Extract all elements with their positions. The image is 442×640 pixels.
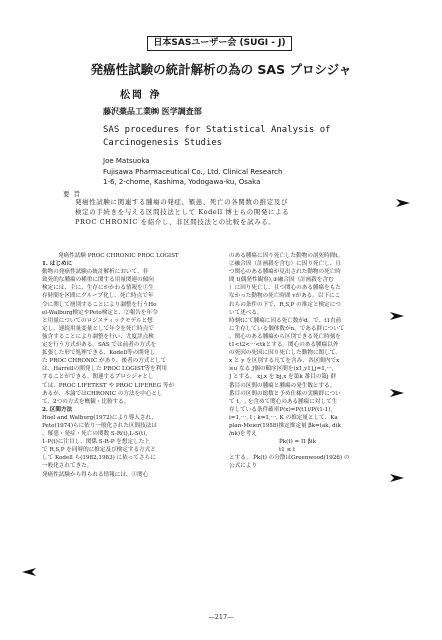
- left-column-line: 1. はじめに: [42, 261, 73, 268]
- affiliation-english-line-1: Fujisawa Pharmaceutical Co., Ltd. Clinical Research: [103, 168, 283, 176]
- left-column-line: 発癌性試験 PROC CHRONIC PROC LOGIST: [58, 253, 179, 259]
- right-column-line: 公式により: [229, 463, 257, 470]
- right-column-line: なかった動物の死亡時間 vがある。以下にこ: [229, 293, 341, 300]
- left-column-line: と用量についてのロジスティックモデルと想: [42, 317, 153, 324]
- right-text-column: [229, 252, 384, 471]
- right-column-line: 、関心のある腫瘍から区別できる死亡時刻を: [229, 333, 341, 340]
- left-column-line: ては、PROC LIFETEST や PROC LIFEREG 等が: [42, 382, 175, 389]
- left-column-line: 令に関して層別することにより調整を行うHo: [42, 301, 157, 308]
- right-column-line: に生存している個体数がn。である群について: [229, 325, 345, 332]
- left-column-line: 、罹患・発症・死亡の関数 S-R(t),L-S(t),: [42, 431, 148, 438]
- title-english: [103, 124, 383, 150]
- right-column-line: P̂k(t) = Π β̂ik: [279, 439, 317, 446]
- abstract-text: [75, 197, 385, 227]
- page-number: —217—: [208, 613, 234, 621]
- affiliation-english: [103, 167, 403, 187]
- left-column-line: することができる。関連するプロシジャとし: [42, 374, 154, 381]
- abstract-label: 要旨: [63, 190, 84, 198]
- left-column-line: 定し、連続用量変量として年令を死亡時点で: [42, 325, 154, 332]
- right-column-line: いて述べる。: [229, 309, 263, 316]
- left-column-line: 致死的な腫瘍の種重に関する用量関連の傾向: [42, 277, 154, 284]
- margin-arrow-icon: [390, 312, 404, 320]
- left-column-line: 2. 区間方法: [42, 406, 73, 413]
- margin-arrow-icon: [22, 568, 36, 576]
- title-english-line-1: SAS procedures for Statistical Analysis of: [103, 125, 331, 135]
- title-japanese: 発癌性試験の統計解析の為の SAS プロシジャ: [90, 62, 352, 77]
- right-column-line: 時刻tにて腫瘍に因る死亡数がd。で、t1直前: [229, 317, 342, 324]
- journal-header-box: 日本SASユーザー会 (SUGI - J): [147, 36, 292, 51]
- right-column-line: i=1,···, I ; k=1,···, K の推定量として、Ka: [229, 414, 338, 421]
- margin-arrow-icon: [390, 474, 404, 482]
- left-column-line: 定を行う方式がある。SAS では前者の方式を: [42, 342, 157, 349]
- abstract-line-1: 発癌性試験に関連する腫瘍の発症、罹患、死亡の各関数の推定及び: [75, 198, 288, 206]
- left-text-column: [42, 252, 182, 479]
- left-column-line: 一般化されてきた。: [42, 463, 93, 470]
- left-column-line: で R,S,P を同時的に推定及び検定する方式と: [42, 447, 156, 454]
- right-column-line: ）に因り死亡し、且つ関心のある腫瘍をもた: [229, 285, 341, 292]
- right-column-line: x と y を区別する凡てを含み、各区間内でx: [229, 358, 340, 365]
- right-column-line: t1 ≤ t: [279, 447, 296, 454]
- left-column-line: あるが、本論ではCHRONIC の方法を中心とし: [42, 390, 163, 397]
- left-column-line: て、2つの方式を概観・比較する。: [42, 398, 130, 405]
- right-column-line: /nk)を考え: [229, 431, 257, 438]
- author-english: Joe Matsuoka: [103, 157, 150, 165]
- left-column-line: 強含することにより調整を行い、尤度評点検: [42, 333, 154, 340]
- left-column-line: して Kodell ら(1982,1983) に依ってさらに: [42, 455, 156, 462]
- right-column-line: とする。 P̂k(t) の分散はGreenwood(1926) の: [229, 455, 350, 462]
- left-column-line: 動物の発癌性試験の統計解析において、非: [42, 269, 149, 276]
- right-column-line: t1<t2<···<tkとする。関心のある腫瘍以外: [229, 342, 339, 349]
- right-column-line: plan-Meier(1958)推定推定量 β̂k=(ak, dik: [229, 422, 341, 429]
- right-column-line: 存している条件確率P(x)=P(t1)/P(t1-1),: [229, 406, 333, 413]
- right-column-line: 番目の区間の総数と予め仕様の実験群につい: [229, 390, 341, 397]
- title-english-line-2: Carcinogenesis Studies: [103, 138, 223, 148]
- right-column-line: 番目の区間の腫瘍と腫瘍の発生数とする。: [229, 382, 336, 389]
- margin-arrow-icon: [390, 389, 404, 397]
- left-column-line: 拡張した形で処理できる、Kodell等の開発し: [42, 350, 155, 357]
- right-column-line: ≥u なる J個の順序区間を(x1,y1],j=1,···,: [229, 366, 334, 373]
- abstract-line-2: 検定の手続きを与える区間技法として Kodell 博士らの開発による: [75, 208, 290, 216]
- left-column-line: た PROC CHRONIC があり、後者の方式として: [42, 358, 167, 365]
- right-column-line: ②融合因（計画殺を含む）に因り死亡し、且: [229, 261, 341, 268]
- right-column-line: J とする。 xj,x を bj,x を第k 番目の第j 群: [229, 374, 337, 381]
- right-column-line: 間 t(偶発性観察),③融合因（計画殺を含む: [229, 277, 334, 284]
- right-column-line: れらの条件の下で、R,S,P の推定と検定につ: [229, 301, 341, 308]
- left-column-line: 1-P(t)に注目し、関係 S-R-P を想定した上: [42, 439, 150, 446]
- left-column-line: 発癌性試験から得られる情報には、①関心: [42, 471, 149, 478]
- right-column-line: て t。, を含めて関心のある腫瘍に対して生: [229, 398, 338, 405]
- right-column-line: のある腫瘍に因り死亡した動物の剖死時間t。: [229, 253, 344, 259]
- right-column-line: つ関心のある腫瘍が見出された動物の死亡時: [229, 269, 341, 276]
- left-column-line: el-Walburg検定やPeto検定と、②報告を年令: [42, 309, 158, 316]
- author-japanese: 松岡 浄: [120, 90, 162, 101]
- left-column-line: Hoel and Walburg(1972)により導入され、: [42, 414, 157, 421]
- right-column-line: の死因の死因に因り死亡した動物に関して、: [229, 350, 341, 357]
- affiliation-japanese: 藤沢薬品工業㈱ 医学調査部: [103, 107, 202, 116]
- left-column-line: 検定には、主に、生存にかかわる情報を①生: [42, 285, 154, 292]
- abstract-line-3: PROC CHRONIC を紹介し、非区間技法との比較を試みる。: [75, 218, 276, 226]
- left-column-line: は、Harrellの開発した PROC LOGIST等を利用: [42, 366, 167, 373]
- affiliation-english-line-2: 1-6, 2-chome, Kashima, Yodogawa-ku, Osaka: [103, 178, 261, 186]
- margin-arrow-icon: [396, 199, 410, 207]
- left-column-line: Peto(1974)らに依り一般化された区間技法は: [42, 422, 157, 429]
- left-column-line: 存時間を区間にグループ化し、死亡時点で年: [42, 293, 154, 300]
